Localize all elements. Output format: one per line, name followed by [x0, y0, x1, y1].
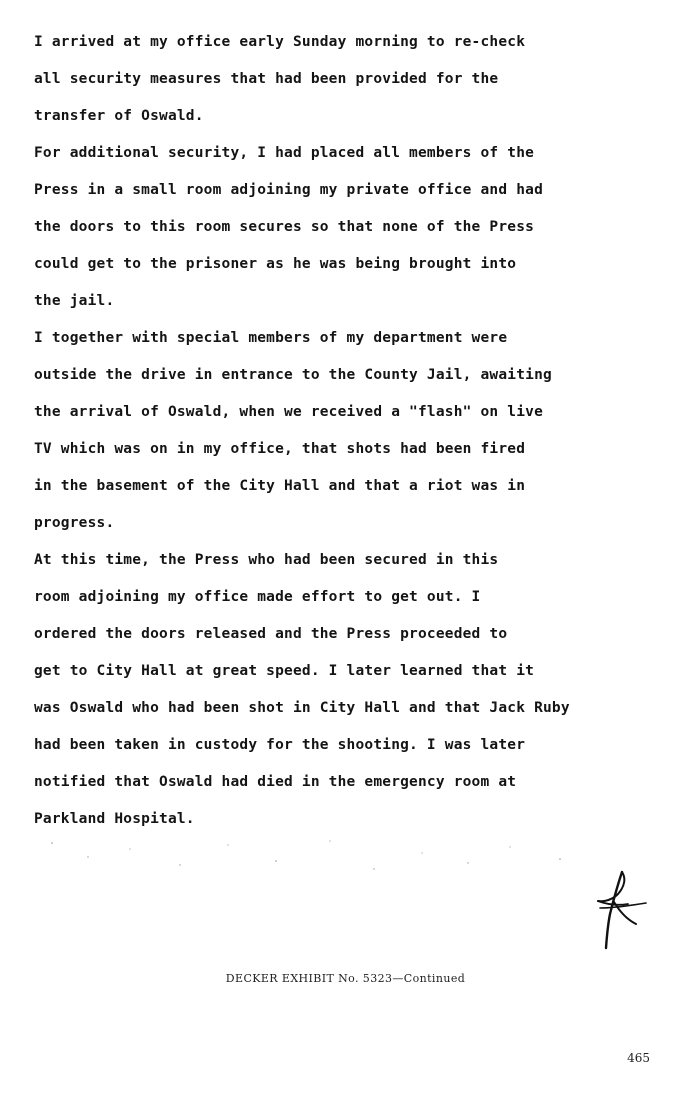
text-line-12: TV which was on in my office, that shots had been fired — [34, 441, 526, 457]
text-line-11: the arrival of Oswald, when we received a "flash" on live — [34, 404, 543, 420]
text-line-1: I arrived at my office early Sunday morning to re-check — [34, 34, 526, 50]
text-line-8: the jail. — [34, 293, 115, 309]
text-line-4: For additional security, I had placed all members of the — [34, 145, 535, 161]
text-line-5: Press in a small room adjoining my private office and had — [34, 182, 543, 198]
text-line-20: had been taken in custody for the shooting. I was later — [34, 737, 526, 753]
text-line-15: At this time, the Press who had been secured in this — [34, 552, 499, 568]
text-line-9: I together with special members of my department were — [34, 330, 508, 346]
text-line-14: progress. — [34, 515, 115, 531]
text-line-17: ordered the doors released and the Press proceeded to — [34, 626, 508, 642]
text-line-6: the doors to this room secures so that none of the Press — [34, 219, 535, 235]
page-number: 465 — [627, 1051, 650, 1065]
text-line-2: all security measures that had been provided for the — [34, 71, 499, 87]
text-line-13: in the basement of the City Hall and that a riot was in — [34, 478, 526, 494]
text-line-16: room adjoining my office made effort to get out. I — [34, 589, 481, 605]
text-line-10: outside the drive in entrance to the County Jail, awaiting — [34, 367, 552, 383]
exhibit-caption: DECKER EXHIBIT No. 5323—Continued — [225, 972, 466, 985]
text-line-18: get to City Hall at great speed. I later learned that it — [34, 663, 535, 679]
text-line-7: could get to the prisoner as he was being brought into — [34, 256, 517, 272]
text-line-19: was Oswald who had been shot in City Hall and that Jack Ruby — [34, 700, 570, 716]
text-line-21: notified that Oswald had died in the emergency room at — [34, 774, 517, 790]
handwritten-signature — [592, 868, 652, 952]
text-line-22: Parkland Hospital. — [34, 811, 195, 827]
text-line-3: transfer of Oswald. — [34, 108, 204, 124]
paper-speckles — [40, 835, 600, 875]
